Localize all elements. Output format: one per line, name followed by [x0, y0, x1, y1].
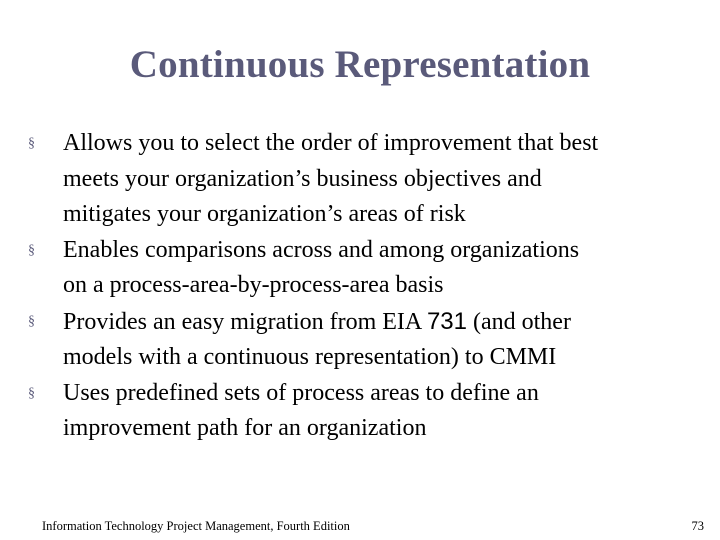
- section-bullet-icon: §: [28, 136, 35, 151]
- section-bullet-icon: §: [28, 242, 35, 258]
- section-bullet-icon: §: [28, 313, 35, 329]
- bullet-line: Uses predefined sets of process areas to define an: [63, 379, 539, 406]
- bullet-line: mitigates your organization’s areas of risk: [63, 201, 466, 227]
- bullet-line: meets your organization’s business objectives and: [63, 165, 542, 192]
- bullet-item: [28, 233, 708, 304]
- bullet-text: Provides an easy migration from EIA: [63, 308, 427, 335]
- bullet-item: [28, 304, 708, 376]
- eia-number: 731: [426, 307, 467, 335]
- bullet-list: [28, 126, 708, 447]
- bullet-item: [28, 376, 708, 447]
- slide-title: Continuous Representation: [129, 43, 591, 86]
- section-bullet-icon: §: [28, 385, 35, 401]
- bullet-item: [28, 126, 708, 233]
- bullet-line: Enables comparisons across and among organizations: [63, 236, 580, 263]
- bullet-text: (and other: [466, 308, 571, 335]
- bullet-line: models with a continuous representation) to CMMI: [63, 344, 557, 370]
- bullet-line: improvement path for an organization: [63, 415, 427, 441]
- bullet-line: [63, 304, 708, 341]
- bullet-line: Allows you to select the order of improvement that best: [63, 130, 599, 156]
- bullet-line: on a process-area-by-process-area basis: [63, 272, 444, 298]
- footer-source: Information Technology Project Management, Fourth Edition: [42, 519, 350, 533]
- page-number: 73: [691, 519, 704, 533]
